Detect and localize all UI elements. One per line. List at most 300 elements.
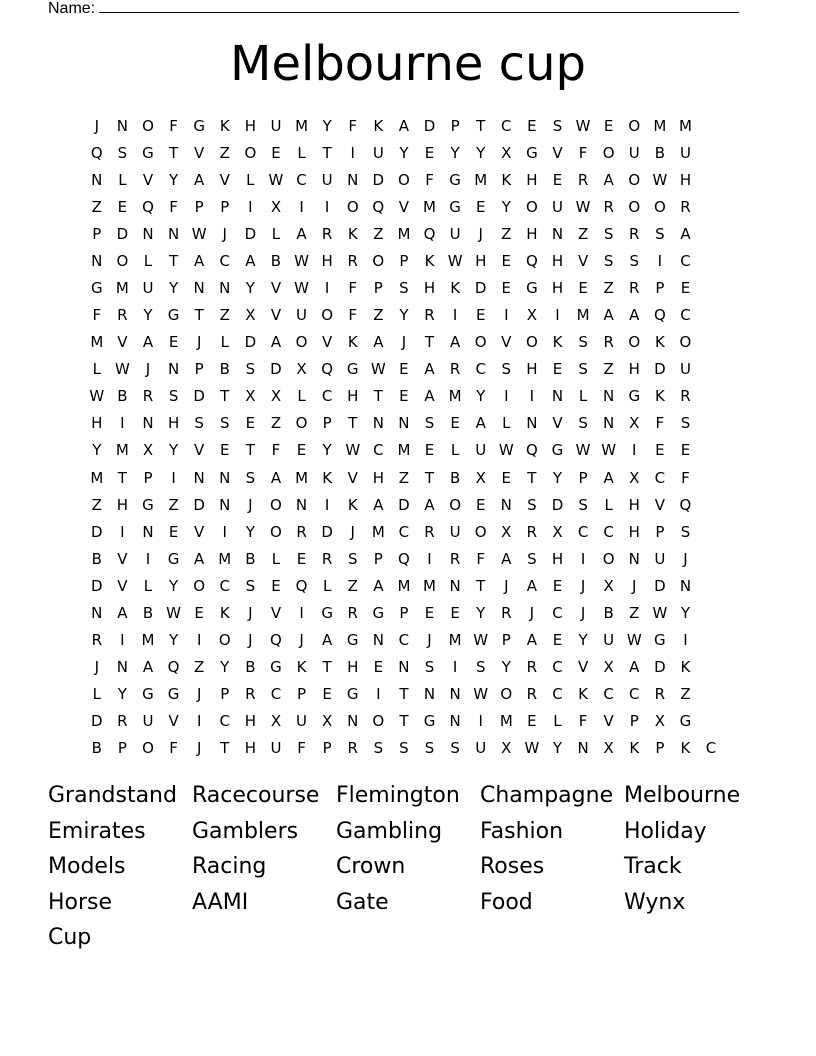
- grid-letter[interactable]: O: [270, 522, 282, 541]
- grid-letter[interactable]: V: [501, 333, 512, 352]
- grid-letter[interactable]: C: [270, 685, 282, 704]
- grid-letter[interactable]: S: [578, 414, 588, 433]
- grid-letter[interactable]: X: [603, 739, 614, 758]
- grid-letter[interactable]: R: [603, 333, 614, 352]
- grid-letter[interactable]: P: [501, 631, 511, 650]
- grid-letter[interactable]: I: [299, 603, 304, 622]
- grid-letter[interactable]: N: [372, 414, 384, 433]
- grid-letter[interactable]: G: [449, 170, 461, 189]
- grid-letter[interactable]: W: [294, 279, 309, 297]
- grid-letter[interactable]: D: [91, 522, 103, 541]
- grid-letter[interactable]: M: [115, 441, 129, 460]
- grid-letter[interactable]: W: [575, 441, 591, 460]
- grid-letter[interactable]: M: [678, 116, 692, 135]
- grid-letter[interactable]: D: [654, 360, 666, 379]
- grid-letter[interactable]: W: [370, 360, 386, 379]
- grid-letter[interactable]: O: [653, 197, 666, 216]
- grid-letter[interactable]: Z: [91, 197, 102, 216]
- grid-letter[interactable]: N: [142, 522, 154, 541]
- grid-letter[interactable]: B: [245, 549, 256, 568]
- grid-letter[interactable]: S: [527, 549, 537, 568]
- grid-letter[interactable]: B: [117, 387, 128, 406]
- grid-letter[interactable]: E: [399, 360, 409, 379]
- grid-letter[interactable]: A: [142, 658, 154, 677]
- grid-letter[interactable]: F: [169, 739, 178, 758]
- grid-letter[interactable]: K: [373, 116, 384, 135]
- grid-letter[interactable]: P: [399, 603, 409, 622]
- grid-letter[interactable]: V: [322, 333, 333, 352]
- grid-letter[interactable]: J: [580, 576, 586, 595]
- grid-letter[interactable]: G: [551, 441, 564, 460]
- grid-letter[interactable]: N: [193, 279, 205, 297]
- grid-letter[interactable]: J: [529, 603, 535, 622]
- grid-letter[interactable]: M: [397, 224, 411, 243]
- grid-letter[interactable]: H: [167, 414, 180, 433]
- grid-letter[interactable]: T: [527, 468, 537, 487]
- grid-letter[interactable]: U: [679, 143, 691, 162]
- grid-letter[interactable]: C: [680, 251, 691, 270]
- grid-letter[interactable]: S: [399, 739, 409, 758]
- grid-letter[interactable]: K: [501, 170, 512, 189]
- grid-letter[interactable]: L: [553, 712, 562, 731]
- grid-letter[interactable]: R: [321, 224, 333, 243]
- grid-letter[interactable]: I: [580, 549, 586, 568]
- grid-letter[interactable]: I: [452, 658, 458, 677]
- grid-letter[interactable]: N: [372, 631, 384, 650]
- grid-letter[interactable]: W: [473, 685, 489, 704]
- grid-letter[interactable]: O: [679, 333, 692, 352]
- grid-letter[interactable]: V: [219, 170, 230, 189]
- grid-letter[interactable]: N: [679, 576, 692, 595]
- grid-letter[interactable]: G: [270, 658, 282, 677]
- grid-letter[interactable]: Q: [90, 143, 103, 162]
- grid-letter[interactable]: R: [654, 685, 666, 704]
- grid-letter[interactable]: Z: [398, 468, 410, 487]
- grid-letter[interactable]: G: [142, 685, 154, 704]
- grid-letter[interactable]: D: [654, 576, 666, 595]
- grid-letter[interactable]: G: [628, 387, 641, 406]
- grid-letter[interactable]: M: [90, 333, 104, 352]
- grid-letter[interactable]: J: [196, 333, 202, 352]
- grid-letter[interactable]: M: [115, 279, 129, 297]
- grid-letter[interactable]: O: [346, 197, 359, 216]
- grid-letter[interactable]: D: [270, 360, 282, 379]
- grid-letter[interactable]: A: [194, 170, 205, 189]
- grid-letter[interactable]: N: [347, 712, 359, 731]
- grid-letter[interactable]: J: [248, 495, 253, 514]
- grid-letter[interactable]: I: [120, 414, 125, 433]
- grid-letter[interactable]: E: [168, 333, 179, 352]
- grid-letter[interactable]: L: [502, 414, 511, 433]
- grid-letter[interactable]: R: [347, 603, 358, 622]
- grid-letter[interactable]: M: [448, 387, 462, 406]
- grid-letter[interactable]: X: [501, 143, 512, 162]
- grid-letter[interactable]: V: [603, 712, 614, 731]
- grid-letter[interactable]: V: [117, 576, 128, 595]
- grid-letter[interactable]: X: [654, 712, 665, 731]
- grid-letter[interactable]: E: [450, 414, 460, 433]
- grid-letter[interactable]: H: [372, 468, 384, 487]
- grid-letter[interactable]: W: [524, 739, 540, 758]
- grid-letter[interactable]: A: [424, 360, 435, 379]
- grid-letter[interactable]: U: [270, 739, 282, 758]
- grid-letter[interactable]: X: [501, 739, 512, 758]
- grid-letter[interactable]: A: [398, 116, 410, 135]
- grid-letter[interactable]: P: [655, 739, 665, 758]
- grid-letter[interactable]: R: [245, 685, 256, 704]
- grid-letter[interactable]: Y: [476, 603, 486, 622]
- grid-letter[interactable]: G: [321, 603, 333, 622]
- grid-letter[interactable]: R: [629, 224, 640, 243]
- grid-letter[interactable]: U: [296, 306, 308, 325]
- grid-letter[interactable]: N: [347, 170, 359, 189]
- grid-letter[interactable]: R: [680, 387, 691, 406]
- grid-letter[interactable]: R: [91, 631, 103, 650]
- grid-letter[interactable]: E: [296, 441, 307, 460]
- grid-letter[interactable]: D: [244, 333, 257, 352]
- grid-letter[interactable]: O: [628, 197, 641, 216]
- grid-letter[interactable]: N: [603, 387, 615, 406]
- grid-letter[interactable]: V: [194, 522, 205, 541]
- grid-letter[interactable]: N: [398, 658, 410, 677]
- grid-letter[interactable]: S: [424, 658, 435, 677]
- grid-letter[interactable]: A: [603, 306, 614, 325]
- grid-letter[interactable]: N: [423, 685, 436, 704]
- grid-letter[interactable]: A: [142, 333, 154, 352]
- grid-letter[interactable]: P: [143, 468, 153, 487]
- grid-letter[interactable]: T: [399, 712, 409, 731]
- grid-letter[interactable]: B: [270, 251, 282, 270]
- grid-letter[interactable]: Z: [194, 658, 205, 677]
- grid-letter[interactable]: V: [142, 170, 154, 189]
- grid-letter[interactable]: D: [654, 658, 666, 677]
- grid-letter[interactable]: U: [679, 360, 691, 379]
- grid-letter[interactable]: R: [526, 658, 538, 677]
- grid-letter[interactable]: Y: [501, 197, 511, 216]
- grid-letter[interactable]: O: [602, 143, 615, 162]
- grid-letter[interactable]: V: [552, 143, 563, 162]
- grid-letter[interactable]: H: [551, 251, 564, 270]
- grid-letter[interactable]: A: [449, 333, 461, 352]
- grid-letter[interactable]: K: [219, 116, 230, 135]
- grid-letter[interactable]: S: [373, 739, 384, 758]
- grid-letter[interactable]: N: [603, 414, 615, 433]
- grid-letter[interactable]: O: [500, 685, 513, 704]
- grid-letter[interactable]: I: [376, 685, 381, 704]
- grid-letter[interactable]: I: [529, 387, 535, 406]
- grid-letter[interactable]: S: [450, 739, 460, 758]
- grid-letter[interactable]: F: [169, 197, 178, 216]
- grid-letter[interactable]: Y: [680, 603, 691, 622]
- grid-letter[interactable]: V: [552, 414, 563, 433]
- grid-letter[interactable]: W: [601, 441, 617, 460]
- grid-letter[interactable]: H: [244, 116, 256, 135]
- grid-letter[interactable]: D: [116, 224, 129, 243]
- grid-letter[interactable]: K: [322, 468, 333, 487]
- grid-letter[interactable]: F: [92, 306, 102, 325]
- grid-letter[interactable]: G: [372, 603, 385, 622]
- grid-letter[interactable]: T: [194, 306, 204, 325]
- grid-letter[interactable]: A: [117, 603, 128, 622]
- grid-letter[interactable]: L: [297, 387, 306, 406]
- grid-letter[interactable]: Y: [322, 441, 332, 460]
- grid-letter[interactable]: H: [321, 251, 333, 270]
- grid-letter[interactable]: V: [194, 143, 205, 162]
- grid-letter[interactable]: A: [194, 251, 205, 270]
- grid-letter[interactable]: N: [142, 414, 154, 433]
- grid-letter[interactable]: U: [551, 197, 563, 216]
- grid-letter[interactable]: T: [168, 251, 179, 270]
- grid-letter[interactable]: N: [219, 468, 231, 487]
- grid-letter[interactable]: A: [373, 576, 384, 595]
- grid-letter[interactable]: C: [552, 603, 563, 622]
- grid-letter[interactable]: Y: [220, 658, 230, 677]
- grid-letter[interactable]: Y: [168, 441, 179, 460]
- grid-letter[interactable]: H: [244, 739, 256, 758]
- grid-letter[interactable]: A: [526, 631, 538, 650]
- grid-letter[interactable]: F: [425, 170, 434, 189]
- grid-letter[interactable]: Y: [117, 685, 127, 704]
- grid-letter[interactable]: A: [526, 576, 538, 595]
- grid-letter[interactable]: G: [142, 143, 154, 162]
- grid-letter[interactable]: J: [94, 116, 100, 135]
- grid-letter[interactable]: C: [552, 685, 563, 704]
- grid-letter[interactable]: E: [578, 279, 588, 297]
- grid-letter[interactable]: Z: [680, 685, 691, 704]
- grid-letter[interactable]: C: [603, 685, 614, 704]
- grid-letter[interactable]: M: [218, 549, 232, 568]
- grid-letter[interactable]: Z: [347, 576, 358, 595]
- grid-letter[interactable]: P: [629, 712, 639, 731]
- grid-letter[interactable]: B: [449, 468, 461, 487]
- grid-letter[interactable]: H: [551, 279, 564, 297]
- grid-letter[interactable]: D: [423, 116, 436, 135]
- grid-letter[interactable]: U: [449, 522, 461, 541]
- grid-letter[interactable]: I: [504, 306, 509, 325]
- grid-letter[interactable]: E: [552, 576, 563, 595]
- grid-letter[interactable]: O: [525, 333, 538, 352]
- grid-letter[interactable]: N: [167, 224, 180, 243]
- grid-letter[interactable]: F: [578, 712, 588, 731]
- grid-letter[interactable]: N: [116, 116, 128, 135]
- grid-letter[interactable]: A: [424, 387, 435, 406]
- grid-letter[interactable]: M: [653, 116, 667, 135]
- grid-letter[interactable]: O: [628, 116, 641, 135]
- grid-letter[interactable]: Y: [322, 116, 332, 135]
- grid-letter[interactable]: J: [580, 603, 586, 622]
- grid-letter[interactable]: K: [680, 739, 691, 758]
- grid-letter[interactable]: S: [680, 414, 691, 433]
- grid-letter[interactable]: R: [347, 739, 358, 758]
- grid-letter[interactable]: H: [628, 522, 640, 541]
- grid-letter[interactable]: E: [271, 143, 281, 162]
- grid-letter[interactable]: E: [680, 279, 691, 297]
- grid-letter[interactable]: A: [245, 251, 256, 270]
- grid-letter[interactable]: F: [681, 468, 690, 487]
- grid-letter[interactable]: K: [347, 224, 358, 243]
- grid-letter[interactable]: R: [603, 197, 614, 216]
- grid-letter[interactable]: W: [575, 116, 591, 135]
- grid-letter[interactable]: G: [167, 549, 180, 568]
- grid-letter[interactable]: U: [321, 170, 333, 189]
- grid-letter[interactable]: S: [501, 360, 512, 379]
- grid-letter[interactable]: S: [245, 468, 256, 487]
- grid-letter[interactable]: I: [350, 143, 355, 162]
- grid-letter[interactable]: L: [604, 495, 613, 514]
- grid-letter[interactable]: E: [475, 197, 486, 216]
- grid-letter[interactable]: C: [475, 360, 486, 379]
- grid-letter[interactable]: G: [193, 116, 205, 135]
- grid-letter[interactable]: V: [270, 603, 282, 622]
- grid-letter[interactable]: M: [423, 197, 436, 216]
- grid-letter[interactable]: O: [398, 170, 410, 189]
- grid-letter[interactable]: A: [270, 333, 282, 352]
- grid-letter[interactable]: E: [552, 170, 563, 189]
- grid-letter[interactable]: Y: [245, 279, 255, 297]
- grid-letter[interactable]: G: [423, 712, 436, 731]
- grid-letter[interactable]: L: [118, 170, 127, 189]
- grid-letter[interactable]: B: [245, 658, 256, 677]
- grid-letter[interactable]: Y: [92, 441, 102, 460]
- grid-letter[interactable]: W: [294, 251, 309, 270]
- grid-letter[interactable]: I: [248, 197, 253, 216]
- grid-letter[interactable]: P: [578, 468, 588, 487]
- grid-letter[interactable]: V: [654, 495, 665, 514]
- grid-letter[interactable]: E: [296, 549, 307, 568]
- grid-letter[interactable]: P: [220, 685, 230, 704]
- grid-letter[interactable]: G: [167, 306, 180, 325]
- grid-letter[interactable]: G: [346, 360, 359, 379]
- grid-letter[interactable]: X: [322, 712, 333, 731]
- grid-letter[interactable]: H: [526, 224, 538, 243]
- grid-letter[interactable]: O: [218, 631, 231, 650]
- grid-letter[interactable]: T: [348, 414, 358, 433]
- grid-letter[interactable]: Z: [219, 306, 230, 325]
- grid-letter[interactable]: E: [552, 360, 563, 379]
- grid-letter[interactable]: W: [498, 441, 514, 460]
- grid-letter[interactable]: L: [92, 685, 101, 704]
- grid-letter[interactable]: W: [191, 224, 207, 243]
- grid-letter[interactable]: A: [373, 333, 384, 352]
- grid-letter[interactable]: V: [270, 279, 282, 297]
- grid-letter[interactable]: N: [142, 224, 154, 243]
- grid-letter[interactable]: I: [120, 522, 125, 541]
- grid-letter[interactable]: O: [295, 414, 308, 433]
- grid-letter[interactable]: Q: [142, 197, 154, 216]
- grid-letter[interactable]: R: [296, 522, 307, 541]
- grid-letter[interactable]: E: [220, 441, 230, 460]
- grid-letter[interactable]: N: [91, 603, 103, 622]
- grid-letter[interactable]: N: [116, 658, 128, 677]
- grid-letter[interactable]: U: [142, 712, 154, 731]
- grid-letter[interactable]: Y: [245, 522, 255, 541]
- grid-letter[interactable]: K: [578, 685, 588, 704]
- grid-letter[interactable]: Z: [501, 224, 512, 243]
- grid-letter[interactable]: F: [348, 279, 358, 297]
- grid-letter[interactable]: L: [92, 360, 101, 379]
- grid-letter[interactable]: A: [629, 306, 640, 325]
- grid-letter[interactable]: I: [171, 468, 176, 487]
- grid-letter[interactable]: H: [628, 495, 640, 514]
- grid-letter[interactable]: Y: [552, 468, 563, 487]
- grid-letter[interactable]: C: [296, 170, 307, 189]
- grid-letter[interactable]: K: [347, 333, 358, 352]
- grid-letter[interactable]: M: [474, 170, 488, 189]
- grid-letter[interactable]: C: [629, 685, 640, 704]
- grid-letter[interactable]: O: [270, 495, 282, 514]
- grid-letter[interactable]: P: [399, 251, 409, 270]
- grid-letter[interactable]: W: [652, 170, 668, 189]
- grid-letter[interactable]: B: [91, 739, 102, 758]
- grid-letter[interactable]: L: [322, 576, 332, 595]
- grid-letter[interactable]: S: [399, 279, 409, 297]
- grid-letter[interactable]: N: [449, 712, 461, 731]
- grid-letter[interactable]: W: [268, 170, 284, 189]
- grid-letter[interactable]: X: [629, 468, 640, 487]
- grid-letter[interactable]: Z: [270, 414, 282, 433]
- grid-letter[interactable]: E: [424, 441, 435, 460]
- grid-letter[interactable]: U: [296, 712, 308, 731]
- grid-letter[interactable]: Y: [399, 306, 409, 325]
- grid-letter[interactable]: Y: [552, 739, 563, 758]
- grid-letter[interactable]: F: [578, 143, 588, 162]
- grid-letter[interactable]: R: [577, 170, 589, 189]
- grid-letter[interactable]: I: [632, 441, 637, 460]
- grid-letter[interactable]: V: [117, 549, 128, 568]
- grid-letter[interactable]: P: [322, 739, 332, 758]
- grid-letter[interactable]: S: [424, 414, 435, 433]
- grid-letter[interactable]: Y: [168, 170, 179, 189]
- grid-letter[interactable]: A: [322, 631, 333, 650]
- grid-letter[interactable]: N: [551, 387, 564, 406]
- grid-letter[interactable]: C: [680, 306, 691, 325]
- grid-letter[interactable]: R: [424, 306, 435, 325]
- grid-letter[interactable]: S: [475, 658, 486, 677]
- grid-letter[interactable]: T: [220, 739, 230, 758]
- grid-letter[interactable]: I: [196, 631, 202, 650]
- grid-letter[interactable]: Y: [501, 658, 511, 677]
- grid-letter[interactable]: W: [166, 603, 181, 622]
- grid-letter[interactable]: M: [295, 468, 309, 487]
- grid-letter[interactable]: A: [475, 414, 486, 433]
- grid-letter[interactable]: G: [346, 631, 359, 650]
- grid-letter[interactable]: Y: [578, 631, 588, 650]
- grid-letter[interactable]: F: [348, 306, 358, 325]
- grid-letter[interactable]: W: [447, 251, 463, 270]
- grid-letter[interactable]: Q: [679, 495, 692, 514]
- grid-letter[interactable]: S: [629, 251, 640, 270]
- grid-letter[interactable]: T: [168, 143, 179, 162]
- grid-letter[interactable]: E: [424, 603, 435, 622]
- grid-letter[interactable]: C: [398, 522, 410, 541]
- grid-letter[interactable]: M: [90, 468, 104, 487]
- grid-letter[interactable]: T: [117, 468, 127, 487]
- grid-letter[interactable]: S: [424, 739, 435, 758]
- grid-letter[interactable]: Y: [168, 631, 179, 650]
- grid-letter[interactable]: S: [220, 414, 230, 433]
- grid-letter[interactable]: R: [629, 279, 640, 297]
- grid-letter[interactable]: X: [245, 387, 256, 406]
- grid-letter[interactable]: X: [142, 441, 154, 460]
- grid-letter[interactable]: M: [397, 576, 411, 595]
- grid-letter[interactable]: S: [680, 522, 691, 541]
- grid-letter[interactable]: Y: [399, 143, 409, 162]
- grid-letter[interactable]: O: [193, 576, 206, 595]
- grid-letter[interactable]: Q: [525, 251, 538, 270]
- grid-letter[interactable]: R: [117, 712, 128, 731]
- grid-letter[interactable]: X: [501, 522, 512, 541]
- grid-letter[interactable]: T: [399, 685, 409, 704]
